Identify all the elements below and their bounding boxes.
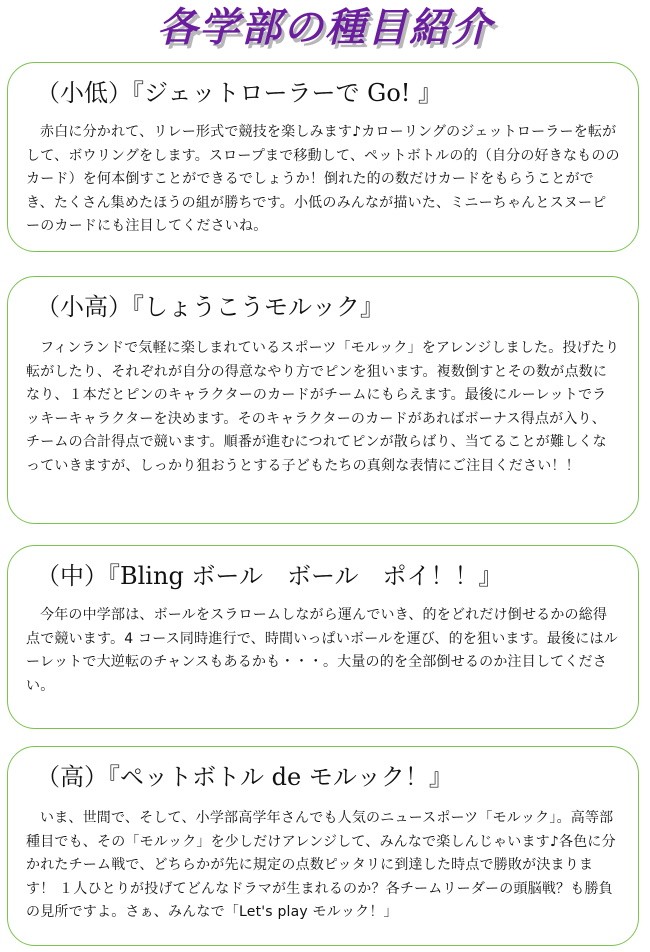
section-title: （小低）『ジェットローラーで Go! 』 (36, 79, 443, 107)
section-body: 今年の中学部は、ボールをスラロームしながら運んでいき、的をどれだけ倒せるかの総得点で競います。4 コース同時進行で、時間いっぱいボールを運び、的を狙います。最後にはルーレットで大逆転のチャンスもあるかも・・・。大量の的を全部倒せるのか注目してください。 (26, 607, 618, 694)
section-card-elementary-upper (7, 276, 639, 524)
section-body: 赤白に分かれて、リレー形式で競技を楽しみます♪カローリングのジェットローラーを転がして、ボウリングをします。スロープまで移動して、ペットボトルの的（自分の好きなもののカード）を何本倒すことができるでしょうか！倒れた的の数だけカードをもらうことができ、たくさん集めたほうの組が勝ちです。小低のみんなが描いた、ミニーちゃんとスヌーピーのカードにも注目してくださいね。 (26, 124, 620, 234)
section-card-junior-high (7, 545, 639, 729)
section-title: （中）『Bling ボール ボール ポイ！！』 (36, 562, 503, 590)
section-title: （高）『ペットボトル de モルック！』 (36, 763, 453, 791)
section-body: いま、世間で、そして、小学部高学年さんでも人気のニュースポーツ「モルック」。高等部種目でも、その「モルック」を少しだけアレンジして、みんなで楽しんじゃいます♪各色に分かれたチーム戦で、どちらかが先に規定の点数ピッタリに到達した時点で勝敗が決まります！ １人ひとりが投げてどんなドラマが生まれるのか？各チームリーダーの頭脳戦？も勝負の見所ですよ。さぁ、みんなで「Let's play モルック！」 (26, 810, 616, 920)
section-card-elementary-lower (7, 62, 639, 252)
section-card-high-school (7, 746, 639, 946)
section-body: フィンランドで気軽に楽しまれているスポーツ「モルック」をアレンジしました。投げたり転がしたり、それぞれが自分の得意なやり方でピンを狙います。複数倒すとその数が点数になり、１本だとピンのキャラクターのカードがチームにもらえます。最後にルーレットでラッキーキャラクターを決めます。そのキャラクターのカードがあればボーナス得点が入り、チームの合計得点で競います。順番が進むにつれてピンが散らばり、当てることが難しくなっていきますが、しっかり狙おうとする子どもたちの真剣な表情にご注目ください！！ (26, 340, 620, 474)
section-title: （小高）『しょうこうモルック』 (36, 293, 384, 321)
page-title: 各学部の種目紹介 (157, 5, 493, 51)
